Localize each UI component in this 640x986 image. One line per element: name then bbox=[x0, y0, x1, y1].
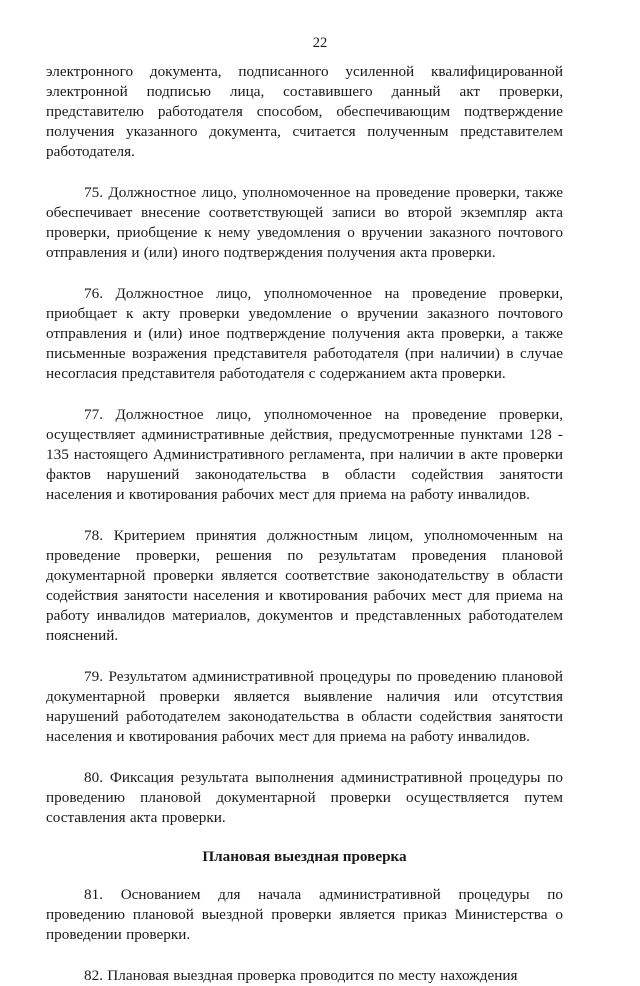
paragraph-78: 78. Критерием принятия должностным лицом, уполномоченным на проведение проверки, решения по результатам проведения плановой документарной проверки является соответствие законодательству в области содействия занятости населения и квотирования рабочих мест для приема на работу инвалидов материалов, документов и представленных работодателем пояснений. bbox=[46, 527, 563, 644]
section-heading: Плановая выездная проверка bbox=[202, 848, 407, 865]
paragraph-82: 82. Плановая выездная проверка проводится по месту нахождения bbox=[84, 967, 518, 984]
paragraph-80: 80. Фиксация результата выполнения административной процедуры по проведению плановой документарной проверки осуществляется путем составления акта проверки. bbox=[46, 769, 563, 826]
paragraph-81: 81. Основанием для начала административной процедуры по проведению плановой выездной проверки является приказ Министерства о проведении проверки. bbox=[46, 886, 563, 943]
paragraph-continuation: электронного документа, подписанного усиленной квалифицированной электронной подписью лица, составившего данный акт проверки, представителю работодателя способом, обеспечивающим подтверждение получения указанного документа, считается полученным представителем работодателя. bbox=[46, 63, 563, 160]
paragraph-77: 77. Должностное лицо, уполномоченное на проведение проверки, осуществляет административные действия, предусмотренные пунктами 128 - 135 настоящего Административного регламента, при наличии в акте проверки фактов нарушений законодательства в области содействия занятости населения и квотирования рабочих мест для приема на работу инвалидов. bbox=[46, 406, 563, 503]
paragraph-76: 76. Должностное лицо, уполномоченное на проведение проверки, приобщает к акту проверки уведомление о вручении заказного почтового отправления и (или) иное подтверждение получения акта проверки, а также письменные возражения представителя работодателя (при наличии) в случае несогласия представителя работодателя с содержанием акта проверки. bbox=[46, 285, 563, 382]
document-body bbox=[46, 62, 563, 986]
page-number: 22 bbox=[312, 35, 328, 51]
paragraph-79: 79. Результатом административной процедуры по проведению плановой документарной проверки является выявление наличия или отсутствия нарушений работодателем законодательства в области содействия занятости населения и квотирования рабочих мест для приема на работу инвалидов. bbox=[46, 668, 563, 745]
paragraph-75: 75. Должностное лицо, уполномоченное на проведение проверки, также обеспечивает внесение соответствующей записи во второй экземпляр акта проверки, приобщение к нему уведомления о вручении заказного почтового отправления и (или) иного подтверждения получения акта проверки. bbox=[46, 184, 563, 261]
